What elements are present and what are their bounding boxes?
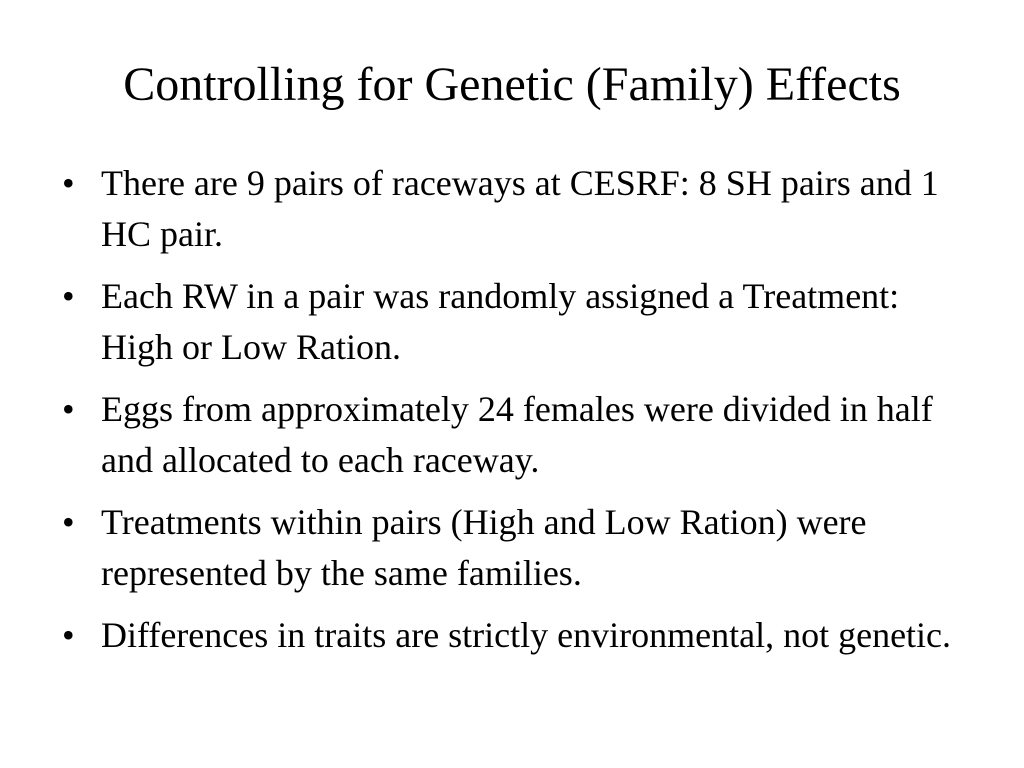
slide-title: Controlling for Genetic (Family) Effects xyxy=(123,58,901,111)
bullet-icon: • xyxy=(62,615,75,655)
bullet-icon: • xyxy=(62,502,75,542)
bullet-list xyxy=(62,158,962,672)
bullet-item xyxy=(62,497,962,599)
bullet-text: Differences in traits are strictly environmental, not genetic. xyxy=(101,615,952,655)
bullet-text: Each RW in a pair was randomly assigned a Treatment: High or Low Ration. xyxy=(101,276,900,367)
bullet-item xyxy=(62,384,962,486)
bullet-icon: • xyxy=(62,276,75,316)
bullet-text: Eggs from approximately 24 females were divided in half and allocated to each raceway. xyxy=(101,389,933,480)
bullet-item xyxy=(62,610,962,661)
bullet-icon: • xyxy=(62,163,75,203)
bullet-text: Treatments within pairs (High and Low Ration) were represented by the same families. xyxy=(101,502,867,593)
bullet-icon: • xyxy=(62,389,75,429)
bullet-item xyxy=(62,158,962,260)
bullet-item xyxy=(62,271,962,373)
bullet-text: There are 9 pairs of raceways at CESRF: 8 SH pairs and 1 HC pair. xyxy=(101,163,939,254)
